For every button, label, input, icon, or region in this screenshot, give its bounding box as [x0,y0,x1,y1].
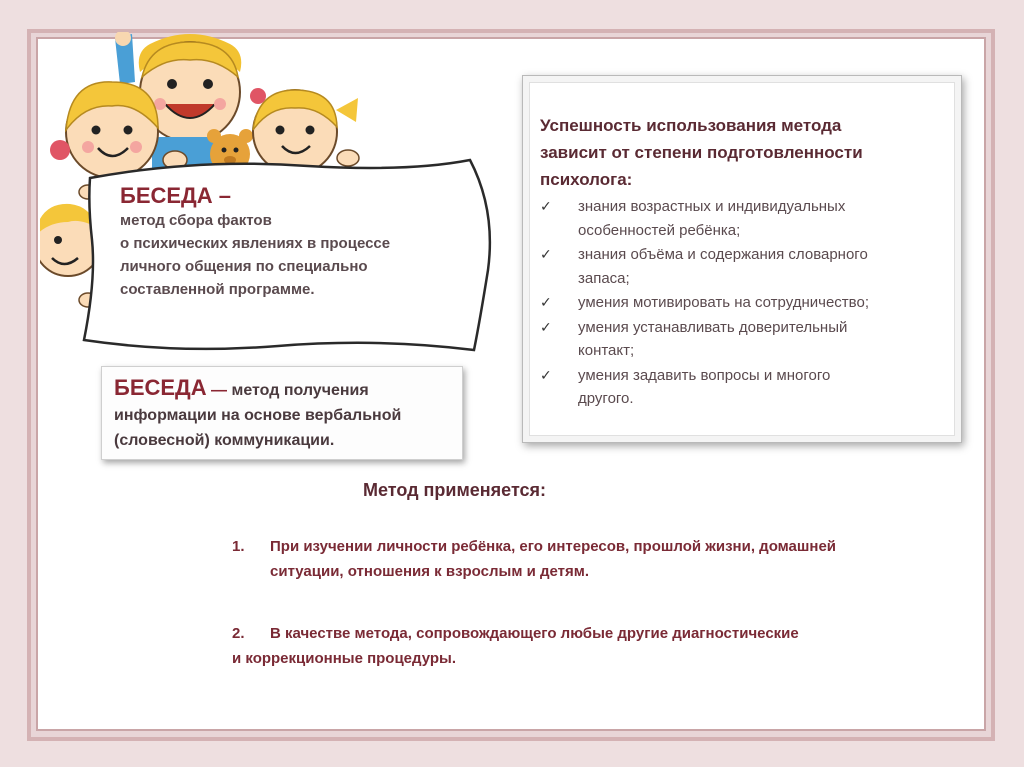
item-number: 1. [232,538,245,555]
list-item [540,291,943,315]
application-title: Метод применяется: [363,480,547,500]
list-item-line: контакт; [578,342,635,359]
application-item [232,621,932,671]
definition-main-line: метод сбора фактов [120,212,272,229]
check-icon: ✓ [540,198,552,214]
item-text: В качестве метода, сопровождающего любые другие диагностические [270,625,799,642]
definition-main-line: личного общения по специально [120,258,368,275]
definition-alt-box [101,366,463,460]
check-icon: ✓ [540,246,552,262]
list-item-line: знания возрастных и индивидуальных [578,198,846,215]
item-text-continued: ситуации, отношения к взрослым и детям. [270,563,590,580]
list-item-line: особенностей ребёнка; [578,221,741,239]
definition-main-line: о психических явлениях в процессе [120,235,391,252]
list-item [540,364,943,411]
success-conditions-panel [522,75,962,443]
application-item [232,534,952,584]
list-item-line: запаса; [578,269,630,287]
item-text-continued: и коррекционные процедуры. [232,650,457,667]
list-item [540,195,943,242]
item-text: При изучении личности ребёнка, его интересов, прошлой жизни, домашней [270,538,837,555]
definition-alt-dash: — [206,382,232,399]
list-item-line: умения задавить вопросы и многого [578,366,831,384]
item-number: 2. [232,625,245,642]
list-item-line: другого. [578,390,634,407]
list-item [540,316,943,363]
check-icon: ✓ [540,294,552,310]
check-icon: ✓ [540,318,552,335]
definition-alt-term: БЕСЕДА [114,375,207,400]
definition-main-line: составленной программе. [120,281,315,298]
definition-alt-line: информации на основе вербальной [114,407,402,424]
panel-title-line: психолога: [540,170,633,189]
definition-main [120,183,460,301]
definition-alt-line: (словесной) коммуникации. [114,432,335,449]
panel-title-line: зависит от степени подготовленности [540,143,863,162]
checklist [540,195,943,411]
list-item-line: знания объёма и содержания словарного [578,246,868,263]
definition-alt-line: метод получения [231,382,369,399]
panel-title-line: Успешность использования метода [540,116,842,135]
list-item-line: умения устанавливать доверительный [578,318,848,336]
definition-main-term: БЕСЕДА – [120,183,231,208]
check-icon: ✓ [540,366,552,383]
list-item [540,243,943,290]
list-item-line: умения мотивировать на сотрудничество; [578,294,869,311]
